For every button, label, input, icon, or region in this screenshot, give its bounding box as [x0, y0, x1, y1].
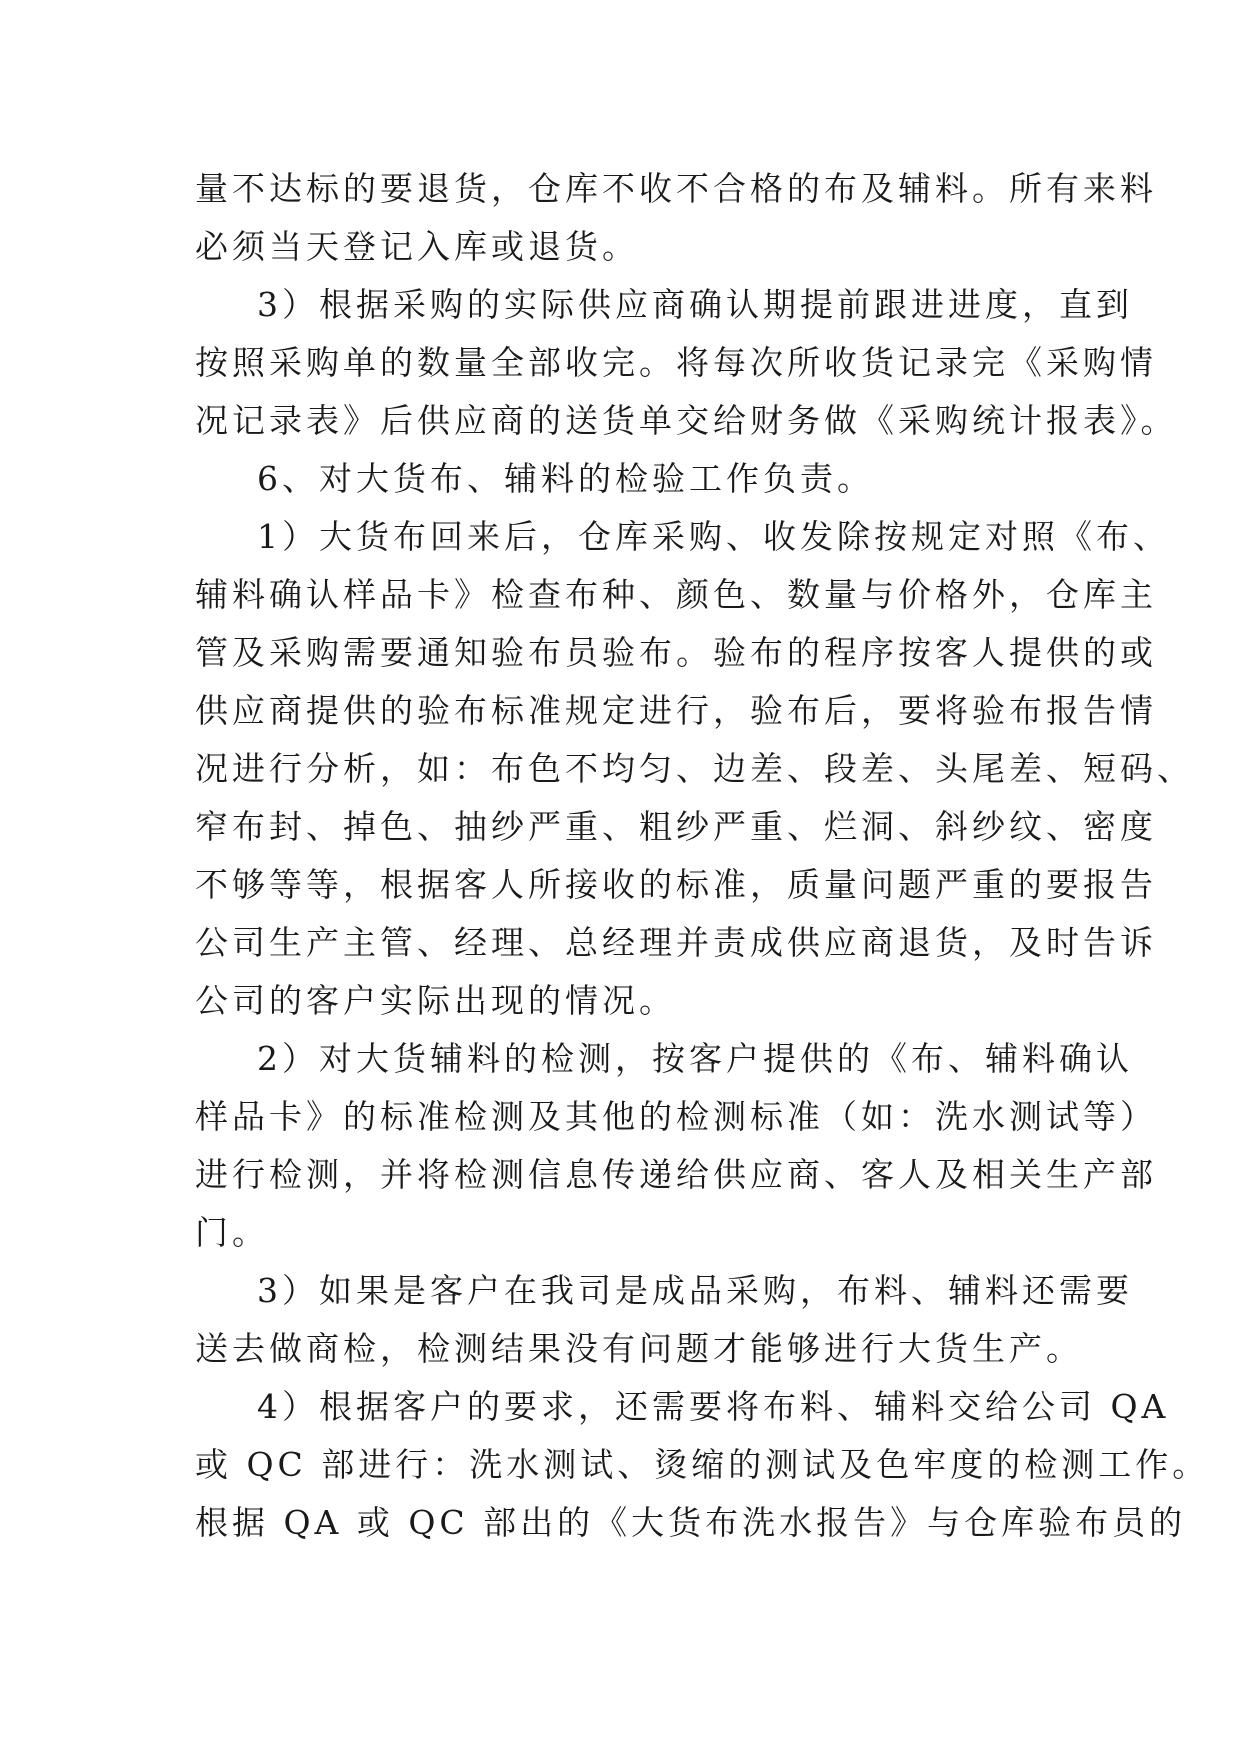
text-line: 不够等等，根据客人所接收的标准，质量问题严重的要报告 [195, 865, 1157, 904]
text-line: 或 QC 部进行：洗水测试、烫缩的测试及色牢度的检测工作。 [195, 1445, 1210, 1484]
text-line: 必须当天登记入库或退货。 [195, 227, 639, 266]
text-line: 辅料确认样品卡》检查布种、颜色、数量与价格外，仓库主 [195, 575, 1157, 614]
text-line: 送去做商检，检测结果没有问题才能够进行大货生产。 [195, 1329, 1083, 1368]
text-line: 门。 [195, 1213, 269, 1252]
text-line: 况进行分析，如：布色不均匀、边差、段差、头尾差、短码、 [195, 749, 1194, 788]
text-line: 按照采购单的数量全部收完。将每次所收货记录完《采购情 [195, 343, 1157, 382]
text-line: 2）对大货辅料的检测，按客户提供的《布、辅料确认 [257, 1039, 1133, 1078]
text-line: 4）根据客户的要求，还需要将布料、辅料交给公司 QA [257, 1387, 1170, 1426]
text-line: 1）大货布回来后，仓库采购、收发除按规定对照《布、 [257, 517, 1170, 556]
text-line: 根据 QA 或 QC 部出的《大货布洗水报告》与仓库验布员的 [195, 1503, 1187, 1542]
text-line: 量不达标的要退货，仓库不收不合格的布及辅料。所有来料 [195, 169, 1157, 208]
text-line: 进行检测，并将检测信息传递给供应商、客人及相关生产部 [195, 1155, 1157, 1194]
text-line: 样品卡》的标准检测及其他的检测标准（如：洗水测试等） [195, 1097, 1157, 1136]
text-line: 况记录表》后供应商的送货单交给财务做《采购统计报表》。 [195, 401, 1178, 440]
text-line: 3）如果是客户在我司是成品采购，布料、辅料还需要 [257, 1271, 1133, 1310]
body-text [195, 160, 1210, 1552]
text-line: 管及采购需要通知验布员验布。验布的程序按客人提供的或 [195, 633, 1157, 672]
text-line: 公司生产主管、经理、总经理并责成供应商退货，及时告诉 [195, 923, 1157, 962]
text-line: 供应商提供的验布标准规定进行，验布后，要将验布报告情 [195, 691, 1157, 730]
text-line: 3）根据采购的实际供应商确认期提前跟进进度，直到 [257, 285, 1133, 324]
text-line: 公司的客户实际出现的情况。 [195, 981, 676, 1020]
text-line: 6、对大货布、辅料的检验工作负责。 [257, 459, 874, 498]
text-line: 窄布封、掉色、抽纱严重、粗纱严重、烂洞、斜纱纹、密度 [195, 807, 1157, 846]
